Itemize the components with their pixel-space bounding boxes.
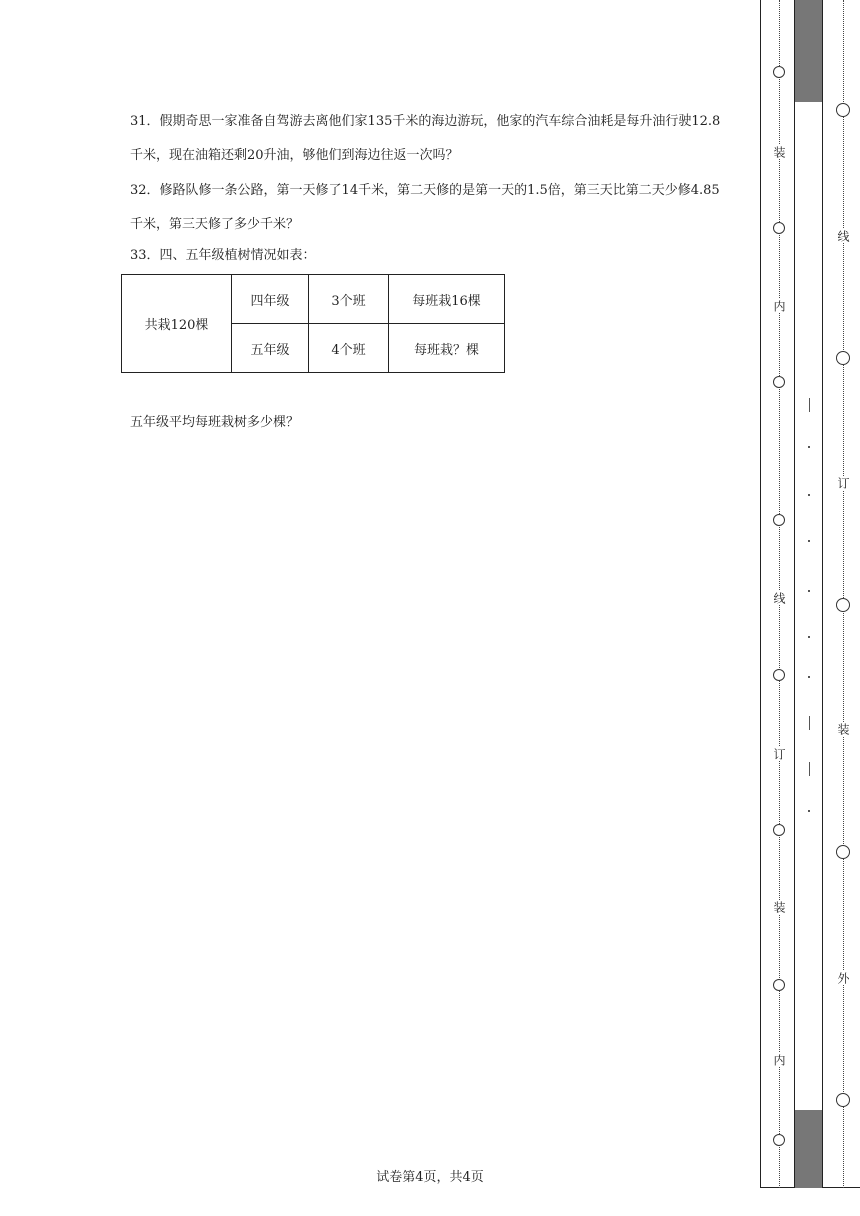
binding-hole-icon: [773, 824, 785, 836]
binding-hole-icon: [773, 376, 785, 388]
binding-hole-icon: [836, 845, 850, 859]
binding-hole-icon: [773, 979, 785, 991]
binding-hole-icon: [836, 598, 850, 612]
margin-label: 内: [772, 300, 786, 312]
margin-label: 订: [836, 477, 850, 489]
divider-dot: [808, 494, 810, 496]
divider-dot: [808, 636, 810, 638]
table-row: [122, 275, 505, 324]
divider-dot: [808, 676, 810, 678]
classes-cell: 3个班: [309, 275, 389, 324]
margin-outline: [794, 0, 795, 1188]
margin-label: 订: [772, 748, 786, 760]
classes-cell: 4个班: [309, 324, 389, 373]
outer-dotted-line: [843, 0, 844, 1188]
per-class-cell: 每班栽16棵: [389, 275, 505, 324]
binding-hole-icon: [773, 669, 785, 681]
margin-outline: [760, 0, 761, 1188]
divider-dot: [808, 590, 810, 592]
binding-hole-icon: [836, 351, 850, 365]
divider-dot: [808, 446, 810, 448]
total-cell: 共栽120棵: [122, 275, 232, 373]
divider-mark: [809, 398, 810, 412]
margin-label: 内: [772, 1054, 786, 1066]
shaded-band: [795, 0, 822, 102]
question-33: 33．四、五年级植树情况如表：: [130, 248, 316, 263]
binding-hole-icon: [836, 1093, 850, 1107]
question-33-prompt: 五年级平均每班栽树多少棵？: [130, 415, 300, 430]
margin-label: 装: [836, 723, 850, 735]
shaded-band: [795, 1110, 822, 1188]
margin-label: 装: [772, 901, 786, 913]
question-31: 31．假期奇思一家准备自驾游去离他们家135千米的海边游玩，他家的汽车综合油耗是每升油行驶12.8千米，现在油箱还剩20升油，够他们到海边往返一次吗？: [130, 114, 721, 163]
divider-dot: [808, 810, 810, 812]
binding-hole-icon: [773, 222, 785, 234]
margin-label: 外: [836, 972, 850, 984]
margin-label: 线: [836, 230, 850, 242]
binding-hole-icon: [773, 66, 785, 78]
grade-cell: 四年级: [232, 275, 309, 324]
divider-dot: [808, 540, 810, 542]
planting-table: [121, 274, 505, 373]
binding-hole-icon: [773, 1134, 785, 1146]
page-footer: 试卷第4页，共4页: [376, 1170, 484, 1185]
margin-label: 装: [772, 146, 786, 158]
margin-outline: [822, 0, 823, 1188]
per-class-cell: 每班栽？棵: [389, 324, 505, 373]
question-32: 32．修路队修一条公路，第一天修了14千米，第二天修的是第一天的1.5倍，第三天比第二天少修4.85千米，第三天修了多少千米？: [130, 183, 720, 232]
grade-cell: 五年级: [232, 324, 309, 373]
margin-label: 线: [772, 592, 786, 604]
divider-mark: [809, 716, 810, 730]
binding-hole-icon: [773, 514, 785, 526]
binding-hole-icon: [836, 103, 850, 117]
divider-mark: [809, 762, 810, 776]
